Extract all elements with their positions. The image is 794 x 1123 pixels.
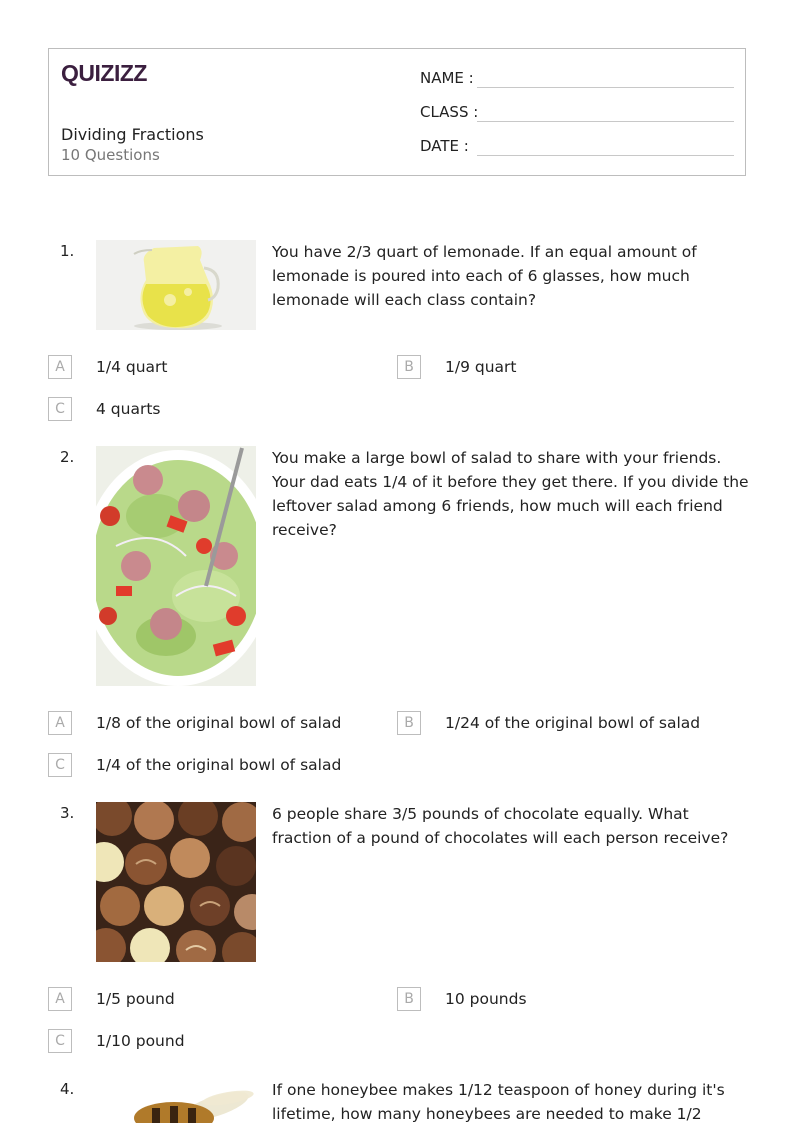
- option-b-text[interactable]: 1/9 quart: [445, 358, 517, 376]
- option-b-box[interactable]: B: [397, 711, 421, 735]
- question-text: If one honeybee makes 1/12 teaspoon of honey during it's lifetime, how many honeybees are needed to make 1/2: [272, 1081, 725, 1123]
- option-c-text[interactable]: 1/4 of the original bowl of salad: [96, 756, 342, 774]
- salad-bowl-image: [96, 446, 256, 686]
- option-c-box[interactable]: C: [48, 753, 72, 777]
- question-text: You make a large bowl of salad to share with your friends. Your dad eats 1/4 of it before they get there. If you divide the leftover salad among 6 friends, how much will each friend receive?: [272, 449, 749, 539]
- option-a-box[interactable]: A: [48, 355, 72, 379]
- name-label: NAME :: [420, 69, 474, 87]
- option-a-text[interactable]: 1/5 pound: [96, 990, 175, 1008]
- question-number: 2.: [60, 448, 75, 466]
- class-line[interactable]: [477, 121, 734, 122]
- question-count: 10 Questions: [61, 146, 160, 164]
- lemonade-pitcher-image: [96, 240, 256, 330]
- option-a-text[interactable]: 1/8 of the original bowl of salad: [96, 714, 342, 732]
- option-b-box[interactable]: B: [397, 987, 421, 1011]
- option-a-text[interactable]: 1/4 quart: [96, 358, 168, 376]
- name-field[interactable]: [420, 69, 734, 91]
- class-field[interactable]: [420, 103, 734, 125]
- worksheet-title: Dividing Fractions: [61, 125, 204, 144]
- name-line[interactable]: [477, 87, 734, 88]
- quizizz-logo: [61, 59, 153, 87]
- question-number: 4.: [60, 1080, 75, 1098]
- worksheet-header: [48, 48, 746, 176]
- svg-text:QUIZIZZ: QUIZIZZ: [61, 60, 147, 86]
- chocolates-image: [96, 802, 256, 962]
- option-c-text[interactable]: 4 quarts: [96, 400, 161, 418]
- option-a-box[interactable]: A: [48, 987, 72, 1011]
- option-b-text[interactable]: 1/24 of the original bowl of salad: [445, 714, 701, 732]
- date-field[interactable]: [420, 137, 734, 159]
- class-label: CLASS :: [420, 103, 479, 121]
- date-line[interactable]: [477, 155, 734, 156]
- question-number: 1.: [60, 242, 75, 260]
- option-c-box[interactable]: C: [48, 1029, 72, 1053]
- date-label: DATE :: [420, 137, 469, 155]
- option-b-box[interactable]: B: [397, 355, 421, 379]
- question-text: 6 people share 3/5 pounds of chocolate equally. What fraction of a pound of chocolates will each person receive?: [272, 805, 729, 847]
- option-a-box[interactable]: A: [48, 711, 72, 735]
- honeybee-image: [96, 1078, 256, 1123]
- option-b-text[interactable]: 10 pounds: [445, 990, 527, 1008]
- question-number: 3.: [60, 804, 75, 822]
- option-c-text[interactable]: 1/10 pound: [96, 1032, 185, 1050]
- option-c-box[interactable]: C: [48, 397, 72, 421]
- question-text: You have 2/3 quart of lemonade. If an equal amount of lemonade is poured into each of 6 glasses, how much lemonade will each class contain?: [272, 243, 697, 309]
